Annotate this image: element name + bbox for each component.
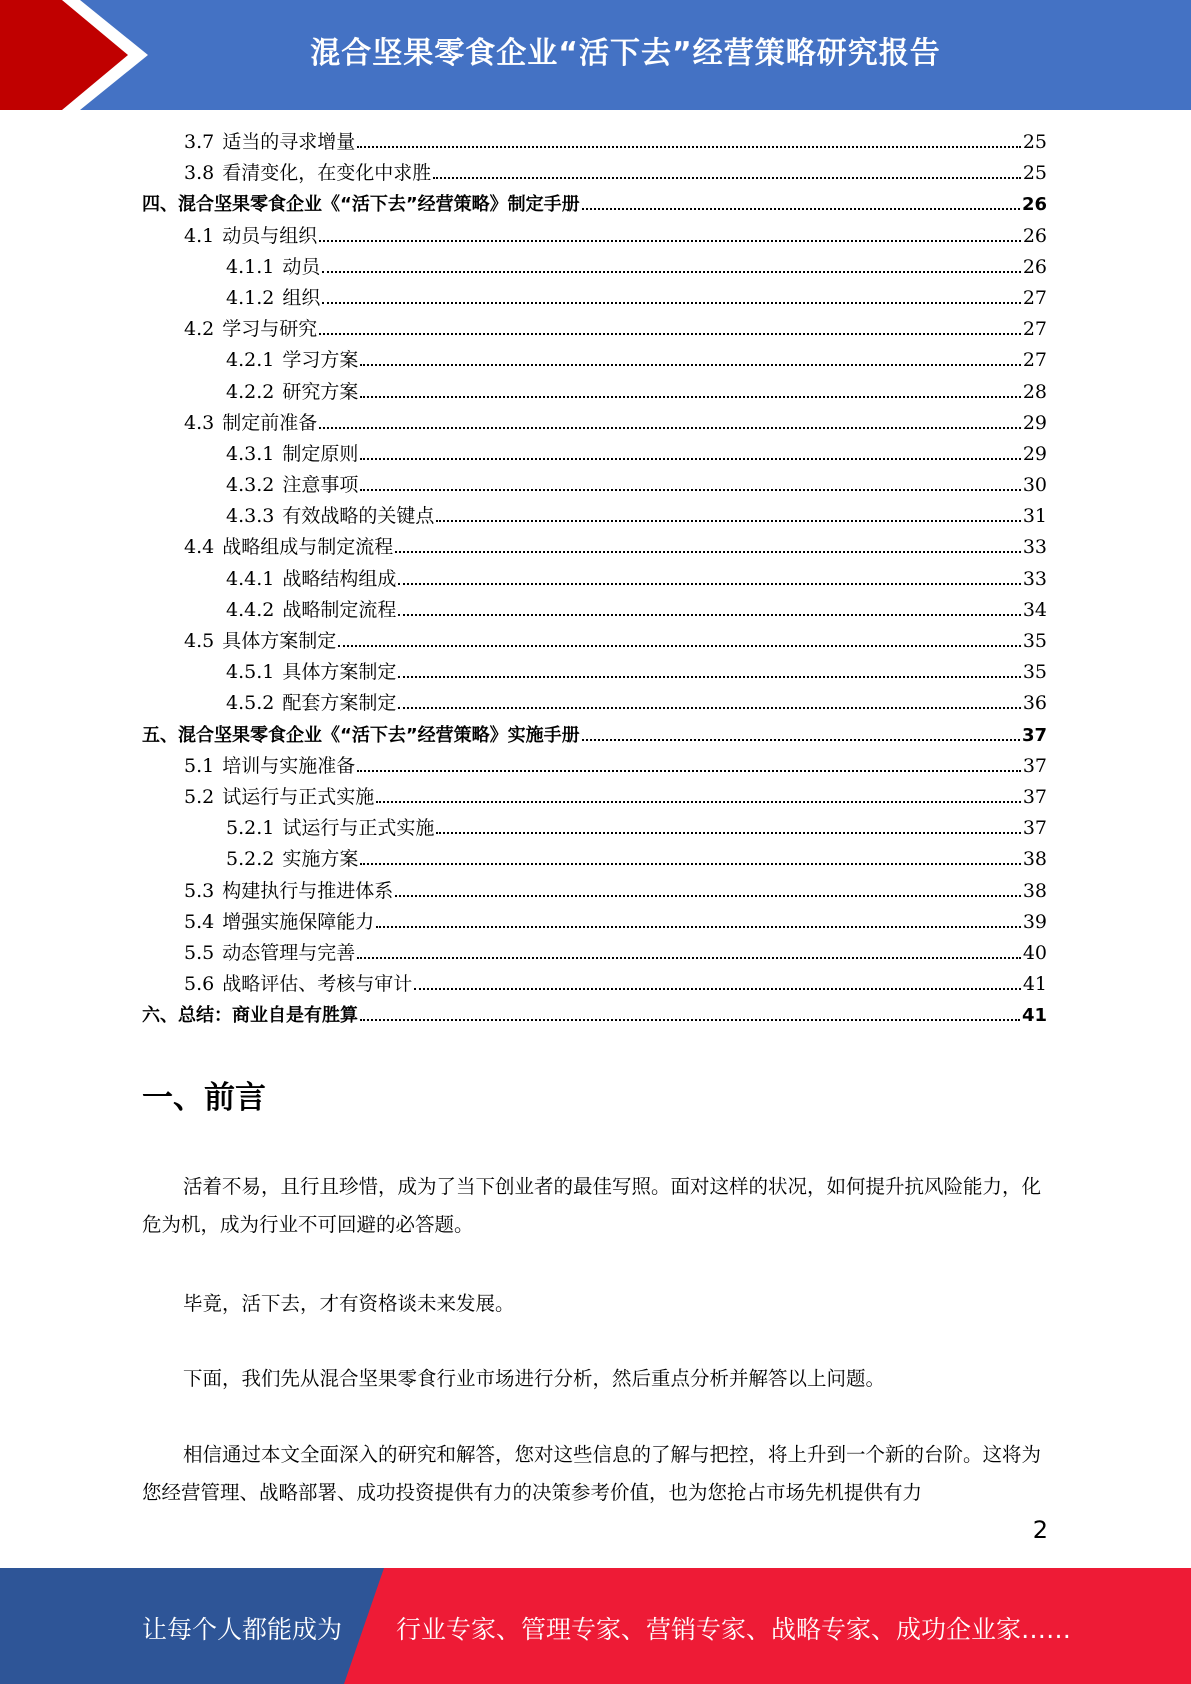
footer-slogan-right: 行业专家、管理专家、营销专家、战略专家、成功企业家…… <box>396 1615 1072 1644</box>
toc-entry-title: 动员与组织 <box>222 224 318 247</box>
toc-entry-title: 试运行与正式实施 <box>282 817 435 840</box>
toc-dot-leader <box>360 863 1020 865</box>
toc-entry[interactable] <box>142 189 1047 220</box>
toc-entry[interactable] <box>142 844 1047 875</box>
toc-entry-page: 25 <box>1022 162 1047 185</box>
page-number: 2 <box>1032 1516 1048 1544</box>
toc-dot-leader <box>360 364 1020 366</box>
toc-entry-number: 4.5 <box>184 630 215 652</box>
toc-entry-title: 构建执行与推进体系 <box>222 879 394 902</box>
toc-dot-leader <box>436 520 1020 522</box>
toc-entry[interactable] <box>142 283 1047 314</box>
toc-dot-leader <box>414 988 1021 990</box>
toc-entry-page: 39 <box>1022 910 1047 933</box>
toc-entry[interactable] <box>142 969 1047 1000</box>
toc-dot-leader <box>360 489 1020 491</box>
toc-entry[interactable] <box>142 720 1047 751</box>
toc-entry[interactable] <box>142 532 1047 563</box>
toc-entry-page: 27 <box>1022 286 1047 309</box>
toc-entry-page: 38 <box>1022 848 1047 871</box>
toc-entry-title: 战略结构组成 <box>282 567 397 590</box>
toc-dot-leader <box>436 832 1020 834</box>
toc-entry[interactable] <box>142 439 1047 470</box>
toc-entry-number: 4.5.2 <box>226 692 275 715</box>
toc-entry[interactable] <box>142 127 1047 158</box>
toc-entry[interactable] <box>142 907 1047 938</box>
footer-slogan-left: 让每个人都能成为 <box>142 1615 343 1644</box>
toc-entry-page: 37 <box>1021 724 1047 746</box>
toc-entry-number: 4.3.2 <box>226 474 275 497</box>
toc-entry[interactable] <box>142 751 1047 782</box>
toc-dot-leader <box>398 583 1020 585</box>
toc-entry-title: 研究方案 <box>282 380 359 403</box>
toc-dot-leader <box>360 396 1020 398</box>
toc-entry-title: 配套方案制定 <box>282 692 397 715</box>
toc-entry-page: 27 <box>1022 318 1047 341</box>
toc-entry-page: 27 <box>1022 349 1047 372</box>
toc-entry[interactable] <box>142 158 1047 189</box>
toc-dot-leader <box>433 177 1021 179</box>
toc-dot-leader <box>360 458 1020 460</box>
toc-dot-leader <box>322 302 1020 304</box>
toc-entry[interactable] <box>142 595 1047 626</box>
toc-entry-number: 5.3 <box>184 879 215 902</box>
toc-entry[interactable] <box>142 876 1047 907</box>
toc-entry[interactable] <box>142 470 1047 501</box>
toc-entry-page: 31 <box>1022 505 1047 528</box>
toc-entry-title: 学习方案 <box>282 349 359 372</box>
paragraph: 下面，我们先从混合坚果零食行业市场进行分析，然后重点分析并解答以上问题。 <box>183 1367 886 1390</box>
toc-dot-leader <box>582 739 1020 741</box>
toc-entry-title: 五、混合坚果零食企业《“活下去”经营策略》实施手册 <box>142 724 580 746</box>
toc-dot-leader <box>319 240 1021 242</box>
toc-entry-number: 4.1.2 <box>226 286 275 309</box>
toc-entry-page: 40 <box>1022 941 1047 964</box>
toc-dot-leader <box>357 957 1021 959</box>
toc-entry-number: 4.3.1 <box>226 442 275 465</box>
toc-dot-leader <box>398 707 1020 709</box>
toc-dot-leader <box>376 926 1021 928</box>
toc-entry-title: 战略组成与制定流程 <box>222 536 394 559</box>
toc-dot-leader <box>395 551 1021 553</box>
paragraph: 毕竟，活下去，才有资格谈未来发展。 <box>183 1292 515 1315</box>
toc-entry-title: 培训与实施准备 <box>222 754 356 777</box>
toc-dot-leader <box>357 146 1021 148</box>
toc-entry-title: 制定原则 <box>282 442 359 465</box>
toc-entry-page: 41 <box>1022 973 1047 996</box>
toc-dot-leader <box>395 895 1021 897</box>
toc-entry-title: 六、总结：商业自是有胜算 <box>142 1005 358 1027</box>
paragraph: 活着不易，且行且珍惜，成为了当下创业者的最佳写照。面对这样的状况，如何提升抗风险能力，化危为机，成为行业不可回避的必答题。 <box>142 1175 1042 1236</box>
toc-entry-title: 制定前准备 <box>222 411 318 434</box>
toc-entry-page: 37 <box>1022 817 1047 840</box>
toc-entry-title: 试运行与正式实施 <box>222 785 375 808</box>
toc-entry[interactable] <box>142 345 1047 376</box>
toc-entry-title: 注意事项 <box>282 474 359 497</box>
toc-entry-page: 35 <box>1022 630 1047 652</box>
toc-entry[interactable] <box>142 1000 1047 1031</box>
toc-entry-page: 29 <box>1022 442 1047 465</box>
toc-dot-leader <box>319 427 1021 429</box>
toc-entry-number: 4.3 <box>184 411 215 434</box>
toc-entry-number: 4.2 <box>184 318 215 341</box>
toc-entry[interactable] <box>142 252 1047 283</box>
toc-entry-page: 28 <box>1022 380 1047 403</box>
toc-entry-title: 具体方案制定 <box>282 661 397 684</box>
toc-entry-title: 看清变化，在变化中求胜 <box>222 162 432 185</box>
toc-entry-page: 41 <box>1021 1005 1047 1027</box>
toc-entry-page: 34 <box>1022 598 1047 621</box>
toc-entry-number: 5.2.1 <box>226 817 275 840</box>
toc-entry-page: 37 <box>1022 754 1047 777</box>
toc-entry-title: 战略制定流程 <box>282 598 397 621</box>
toc-entry-number: 5.5 <box>184 941 215 964</box>
toc-dot-leader <box>357 770 1021 772</box>
toc-entry-title: 有效战略的关键点 <box>282 505 435 528</box>
toc-entry-page: 38 <box>1022 879 1047 902</box>
toc-entry-title: 学习与研究 <box>222 318 318 341</box>
toc-entry[interactable] <box>142 221 1047 252</box>
toc-entry-page: 26 <box>1022 255 1047 278</box>
toc-entry-page: 36 <box>1022 692 1047 715</box>
toc-dot-leader <box>376 801 1021 803</box>
toc-entry[interactable] <box>142 813 1047 844</box>
toc-entry-title: 适当的寻求增量 <box>222 131 356 153</box>
toc-entry[interactable] <box>142 408 1047 439</box>
toc-dot-leader <box>582 208 1020 210</box>
toc-entry-page: 35 <box>1022 661 1047 684</box>
toc-entry-number: 3.8 <box>184 162 215 185</box>
toc-entry-page: 26 <box>1021 194 1047 216</box>
section-heading: 一、前言 <box>142 1080 266 1116</box>
toc-entry-page: 29 <box>1022 411 1047 434</box>
toc-dot-leader <box>319 333 1021 335</box>
toc-entry[interactable] <box>142 314 1047 345</box>
toc-entry-number: 4.3.3 <box>226 505 275 528</box>
toc-dot-leader <box>398 676 1020 678</box>
page-footer <box>0 1568 1191 1684</box>
toc-entry-number: 5.4 <box>184 910 215 933</box>
toc-entry-title: 动态管理与完善 <box>222 941 356 964</box>
toc-entry[interactable] <box>142 626 1047 657</box>
toc-entry-title: 四、混合坚果零食企业《“活下去”经营策略》制定手册 <box>142 194 580 216</box>
page-header <box>0 0 1191 110</box>
table-of-contents <box>142 127 1047 1031</box>
toc-entry-number: 5.2.2 <box>226 848 275 871</box>
toc-entry[interactable] <box>142 501 1047 532</box>
toc-entry-title: 具体方案制定 <box>222 630 337 652</box>
toc-entry-title: 战略评估、考核与审计 <box>222 973 413 996</box>
toc-entry-page: 26 <box>1022 224 1047 247</box>
toc-entry-number: 4.4 <box>184 536 215 559</box>
toc-dot-leader <box>338 645 1021 647</box>
toc-entry-title: 动员 <box>282 255 321 278</box>
toc-entry[interactable] <box>142 564 1047 595</box>
toc-entry-page: 33 <box>1022 536 1047 559</box>
toc-entry-number: 4.1.1 <box>226 255 275 278</box>
toc-entry-page: 37 <box>1022 785 1047 808</box>
toc-dot-leader <box>398 614 1020 616</box>
toc-entry-number: 4.1 <box>184 224 215 247</box>
document-title: 混合坚果零食企业“活下去”经营策略研究报告 <box>310 36 941 71</box>
toc-entry-page: 30 <box>1022 474 1047 497</box>
toc-entry-number: 4.2.1 <box>226 349 275 372</box>
toc-entry[interactable] <box>142 688 1047 719</box>
toc-entry-title: 组织 <box>282 286 321 309</box>
toc-dot-leader <box>360 1019 1020 1021</box>
toc-entry[interactable] <box>142 938 1047 969</box>
toc-entry-number: 5.1 <box>184 754 215 777</box>
toc-entry-page: 25 <box>1022 131 1047 153</box>
toc-entry-number: 4.5.1 <box>226 661 275 684</box>
toc-entry[interactable] <box>142 377 1047 408</box>
toc-dot-leader <box>322 271 1020 273</box>
toc-entry-number: 5.2 <box>184 785 215 808</box>
toc-entry[interactable] <box>142 657 1047 688</box>
toc-entry-number: 4.2.2 <box>226 380 275 403</box>
toc-entry-title: 实施方案 <box>282 848 359 871</box>
toc-entry-page: 33 <box>1022 567 1047 590</box>
toc-entry[interactable] <box>142 782 1047 813</box>
paragraph: 相信通过本文全面深入的研究和解答，您对这些信息的了解与把控，将上升到一个新的台阶。这将为您经营管理、战略部署、成功投资提供有力的决策参考价值，也为您抢占市场先机提供有力 <box>142 1443 1042 1504</box>
toc-entry-number: 5.6 <box>184 973 215 996</box>
toc-entry-number: 4.4.1 <box>226 567 275 590</box>
toc-entry-number: 3.7 <box>184 131 215 153</box>
toc-entry-number: 4.4.2 <box>226 598 275 621</box>
toc-entry-title: 增强实施保障能力 <box>222 910 375 933</box>
